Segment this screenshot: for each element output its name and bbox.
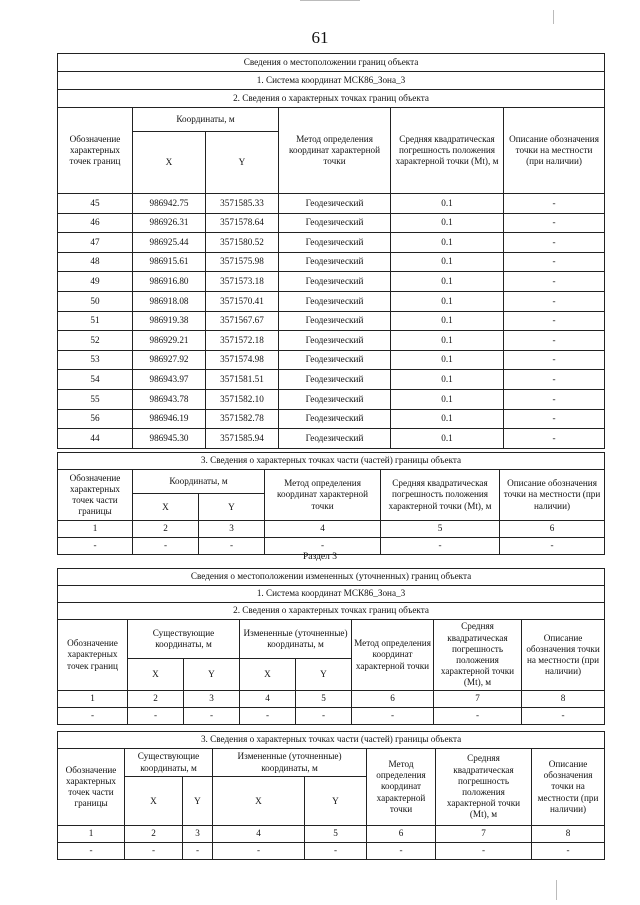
point-method: Геодезический xyxy=(279,213,391,233)
page-number: 61 xyxy=(311,28,329,47)
table1-header-x: X xyxy=(133,132,206,194)
column-number: 2 xyxy=(133,521,199,538)
point-method: Геодезический xyxy=(279,233,391,253)
empty-cell: - xyxy=(58,708,128,725)
table1-title-points: 2. Сведения о характерных точках границ объекта xyxy=(58,90,605,108)
empty-cell: - xyxy=(367,843,436,860)
empty-cell: - xyxy=(128,708,184,725)
table-row xyxy=(58,389,605,409)
table4-header-designation: Обозначение характерных точек части границы xyxy=(58,749,125,826)
table-row xyxy=(58,291,605,311)
table3-header-designation: Обозначение характерных точек границ xyxy=(58,620,128,691)
column-number: 4 xyxy=(213,826,305,843)
table-row xyxy=(58,233,605,253)
table3-header-method: Метод определения координат характерной точки xyxy=(352,620,434,691)
point-number: 46 xyxy=(58,213,133,233)
point-method: Геодезический xyxy=(279,331,391,351)
table1-header-designation: Обозначение характерных точек границ xyxy=(58,108,133,194)
table2-header-designation: Обозначение характерных точек части границы xyxy=(58,470,133,521)
point-number: 50 xyxy=(58,291,133,311)
point-x: 986916.80 xyxy=(133,272,206,292)
empty-cell: - xyxy=(296,708,352,725)
point-y: 3571578.64 xyxy=(206,213,279,233)
table2-header-method: Метод определения координат характерной точки xyxy=(265,470,381,521)
point-y: 3571582.78 xyxy=(206,409,279,429)
point-y: 3571582.10 xyxy=(206,389,279,409)
table3-header-existing: Существующие координаты, м xyxy=(128,620,240,659)
column-number: 6 xyxy=(500,521,605,538)
empty-cell: - xyxy=(133,538,199,555)
point-description: - xyxy=(504,291,605,311)
table4-header-description: Описание обозначения точки на местности (при наличии) xyxy=(532,749,605,826)
point-description: - xyxy=(504,370,605,390)
table-row xyxy=(58,213,605,233)
point-accuracy: 0.1 xyxy=(391,252,504,272)
table3-title-points: 2. Сведения о характерных точках границ объекта xyxy=(58,603,605,620)
point-method: Геодезический xyxy=(279,429,391,449)
point-y: 3571585.94 xyxy=(206,429,279,449)
point-number: 53 xyxy=(58,350,133,370)
table3-header-accuracy: Средняя квадратическая погрешность положения характерной точки (Mt), м xyxy=(434,620,522,691)
point-accuracy: 0.1 xyxy=(391,331,504,351)
table2-title: 3. Сведения о характерных точках части (частей) границы объекта xyxy=(58,453,605,470)
table3-title-main: Сведения о местоположении измененных (уточненных) границ объекта xyxy=(58,569,605,586)
table-row xyxy=(58,708,605,725)
point-number: 44 xyxy=(58,429,133,449)
point-x: 986919.38 xyxy=(133,311,206,331)
table-row xyxy=(58,194,605,214)
table-row xyxy=(58,521,605,538)
point-method: Геодезический xyxy=(279,389,391,409)
point-description: - xyxy=(504,389,605,409)
table3-header-changed: Измененные (уточненные) координаты, м xyxy=(240,620,352,659)
scan-artifact-right xyxy=(553,10,554,24)
point-description: - xyxy=(504,311,605,331)
empty-cell: - xyxy=(305,843,367,860)
point-number: 45 xyxy=(58,194,133,214)
point-y: 3571570.41 xyxy=(206,291,279,311)
point-method: Геодезический xyxy=(279,409,391,429)
point-accuracy: 0.1 xyxy=(391,370,504,390)
scan-artifact-bottom xyxy=(556,880,557,900)
point-y: 3571574.98 xyxy=(206,350,279,370)
point-accuracy: 0.1 xyxy=(391,272,504,292)
column-number: 4 xyxy=(265,521,381,538)
point-x: 986927.92 xyxy=(133,350,206,370)
table2-header-accuracy: Средняя квадратическая погрешность положения характерной точки (Mt), м xyxy=(381,470,500,521)
table-row xyxy=(58,252,605,272)
point-accuracy: 0.1 xyxy=(391,194,504,214)
point-method: Геодезический xyxy=(279,291,391,311)
table1-header-accuracy: Средняя квадратическая погрешность положения характерной точки (Mt), м xyxy=(391,108,504,194)
empty-cell: - xyxy=(434,708,522,725)
column-number: 5 xyxy=(296,691,352,708)
table4-header-existing: Существующие координаты, м xyxy=(125,749,213,777)
column-number: 2 xyxy=(128,691,184,708)
point-y: 3571575.98 xyxy=(206,252,279,272)
table-row xyxy=(58,370,605,390)
point-y: 3571572.18 xyxy=(206,331,279,351)
point-description: - xyxy=(504,252,605,272)
empty-cell: - xyxy=(522,708,605,725)
point-y: 3571585.33 xyxy=(206,194,279,214)
table1-header-description: Описание обозначения точки на местности (при наличии) xyxy=(504,108,605,194)
point-x: 986946.19 xyxy=(133,409,206,429)
empty-cell: - xyxy=(436,843,532,860)
point-x: 986943.78 xyxy=(133,389,206,409)
point-number: 55 xyxy=(58,389,133,409)
table1-header-y: Y xyxy=(206,132,279,194)
point-method: Геодезический xyxy=(279,370,391,390)
empty-cell: - xyxy=(532,843,605,860)
point-accuracy: 0.1 xyxy=(391,429,504,449)
boundary-points-table xyxy=(57,53,605,449)
empty-cell: - xyxy=(199,538,265,555)
table-row xyxy=(58,409,605,429)
point-number: 47 xyxy=(58,233,133,253)
point-accuracy: 0.1 xyxy=(391,350,504,370)
point-description: - xyxy=(504,429,605,449)
empty-cell: - xyxy=(58,538,133,555)
empty-cell: - xyxy=(125,843,183,860)
table3-header-existing-y: Y xyxy=(184,658,240,690)
point-x: 986943.97 xyxy=(133,370,206,390)
column-number: 8 xyxy=(522,691,605,708)
table4-header-changed-y: Y xyxy=(305,777,367,826)
table4-header-accuracy: Средняя квадратическая погрешность положения характерной точки (Mt), м xyxy=(436,749,532,826)
table3-header-existing-x: X xyxy=(128,658,184,690)
point-y: 3571581.51 xyxy=(206,370,279,390)
empty-cell: - xyxy=(58,843,125,860)
point-description: - xyxy=(504,409,605,429)
point-x: 986926.31 xyxy=(133,213,206,233)
table-row xyxy=(58,691,605,708)
scan-artifact-top xyxy=(300,0,360,1)
point-x: 986929.21 xyxy=(133,331,206,351)
table-row xyxy=(58,429,605,449)
table4-header-changed: Измененные (уточненные) координаты, м xyxy=(213,749,367,777)
empty-cell: - xyxy=(240,708,296,725)
column-number: 7 xyxy=(436,826,532,843)
point-description: - xyxy=(504,213,605,233)
point-y: 3571573.18 xyxy=(206,272,279,292)
column-number: 6 xyxy=(352,691,434,708)
table1-header-coords: Координаты, м xyxy=(133,108,279,132)
table2-header-y: Y xyxy=(199,494,265,521)
table-row xyxy=(58,826,605,843)
column-number: 1 xyxy=(58,826,125,843)
column-number: 5 xyxy=(305,826,367,843)
point-accuracy: 0.1 xyxy=(391,311,504,331)
table-row xyxy=(58,331,605,351)
empty-cell: - xyxy=(381,538,500,555)
point-x: 986915.61 xyxy=(133,252,206,272)
column-number: 1 xyxy=(58,521,133,538)
empty-cell: - xyxy=(500,538,605,555)
empty-cell: - xyxy=(183,843,213,860)
point-x: 986925.44 xyxy=(133,233,206,253)
table4-header-existing-y: Y xyxy=(183,777,213,826)
point-method: Геодезический xyxy=(279,272,391,292)
table-row xyxy=(58,843,605,860)
point-x: 986942.75 xyxy=(133,194,206,214)
point-x: 986918.08 xyxy=(133,291,206,311)
point-method: Геодезический xyxy=(279,252,391,272)
point-number: 56 xyxy=(58,409,133,429)
changed-boundary-points-table xyxy=(57,568,605,725)
table1-title-system: 1. Система координат МСК86_Зона_3 xyxy=(58,72,605,90)
point-accuracy: 0.1 xyxy=(391,291,504,311)
table-row xyxy=(58,311,605,331)
table3-header-changed-y: Y xyxy=(296,658,352,690)
table2-header-description: Описание обозначения точки на местности (при наличии) xyxy=(500,470,605,521)
point-y: 3571567.67 xyxy=(206,311,279,331)
point-y: 3571580.52 xyxy=(206,233,279,253)
point-x: 986945.30 xyxy=(133,429,206,449)
point-description: - xyxy=(504,331,605,351)
point-description: - xyxy=(504,194,605,214)
table4-header-changed-x: X xyxy=(213,777,305,826)
table2-header-coords: Координаты, м xyxy=(133,470,265,494)
table2-header-x: X xyxy=(133,494,199,521)
point-number: 52 xyxy=(58,331,133,351)
column-number: 8 xyxy=(532,826,605,843)
table4-title: 3. Сведения о характерных точках части (частей) границы объекта xyxy=(58,732,605,749)
column-number: 3 xyxy=(184,691,240,708)
column-number: 4 xyxy=(240,691,296,708)
point-accuracy: 0.1 xyxy=(391,409,504,429)
changed-boundary-part-points-table xyxy=(57,731,605,860)
point-number: 48 xyxy=(58,252,133,272)
column-number: 1 xyxy=(58,691,128,708)
column-number: 3 xyxy=(199,521,265,538)
table-row xyxy=(58,272,605,292)
point-number: 51 xyxy=(58,311,133,331)
point-description: - xyxy=(504,233,605,253)
point-number: 49 xyxy=(58,272,133,292)
column-number: 5 xyxy=(381,521,500,538)
empty-cell: - xyxy=(265,538,381,555)
point-accuracy: 0.1 xyxy=(391,213,504,233)
empty-cell: - xyxy=(184,708,240,725)
point-number: 54 xyxy=(58,370,133,390)
point-accuracy: 0.1 xyxy=(391,233,504,253)
point-description: - xyxy=(504,272,605,292)
empty-cell: - xyxy=(352,708,434,725)
table3-header-description: Описание обозначения точки на местности (при наличии) xyxy=(522,620,605,691)
empty-cell: - xyxy=(213,843,305,860)
point-method: Геодезический xyxy=(279,350,391,370)
table3-header-changed-x: X xyxy=(240,658,296,690)
table1-header-method: Метод определения координат характерной точки xyxy=(279,108,391,194)
boundary-part-points-table xyxy=(57,452,605,555)
table1-title-main: Сведения о местоположении границ объекта xyxy=(58,54,605,72)
point-accuracy: 0.1 xyxy=(391,389,504,409)
section-label: Раздел 3 xyxy=(303,552,337,562)
column-number: 6 xyxy=(367,826,436,843)
table4-header-method: Метод определения координат характерной точки xyxy=(367,749,436,826)
table-row xyxy=(58,350,605,370)
table3-title-system: 1. Система координат МСК86_Зона_3 xyxy=(58,586,605,603)
point-method: Геодезический xyxy=(279,194,391,214)
point-method: Геодезический xyxy=(279,311,391,331)
column-number: 7 xyxy=(434,691,522,708)
column-number: 3 xyxy=(183,826,213,843)
table4-header-existing-x: X xyxy=(125,777,183,826)
point-description: - xyxy=(504,350,605,370)
column-number: 2 xyxy=(125,826,183,843)
